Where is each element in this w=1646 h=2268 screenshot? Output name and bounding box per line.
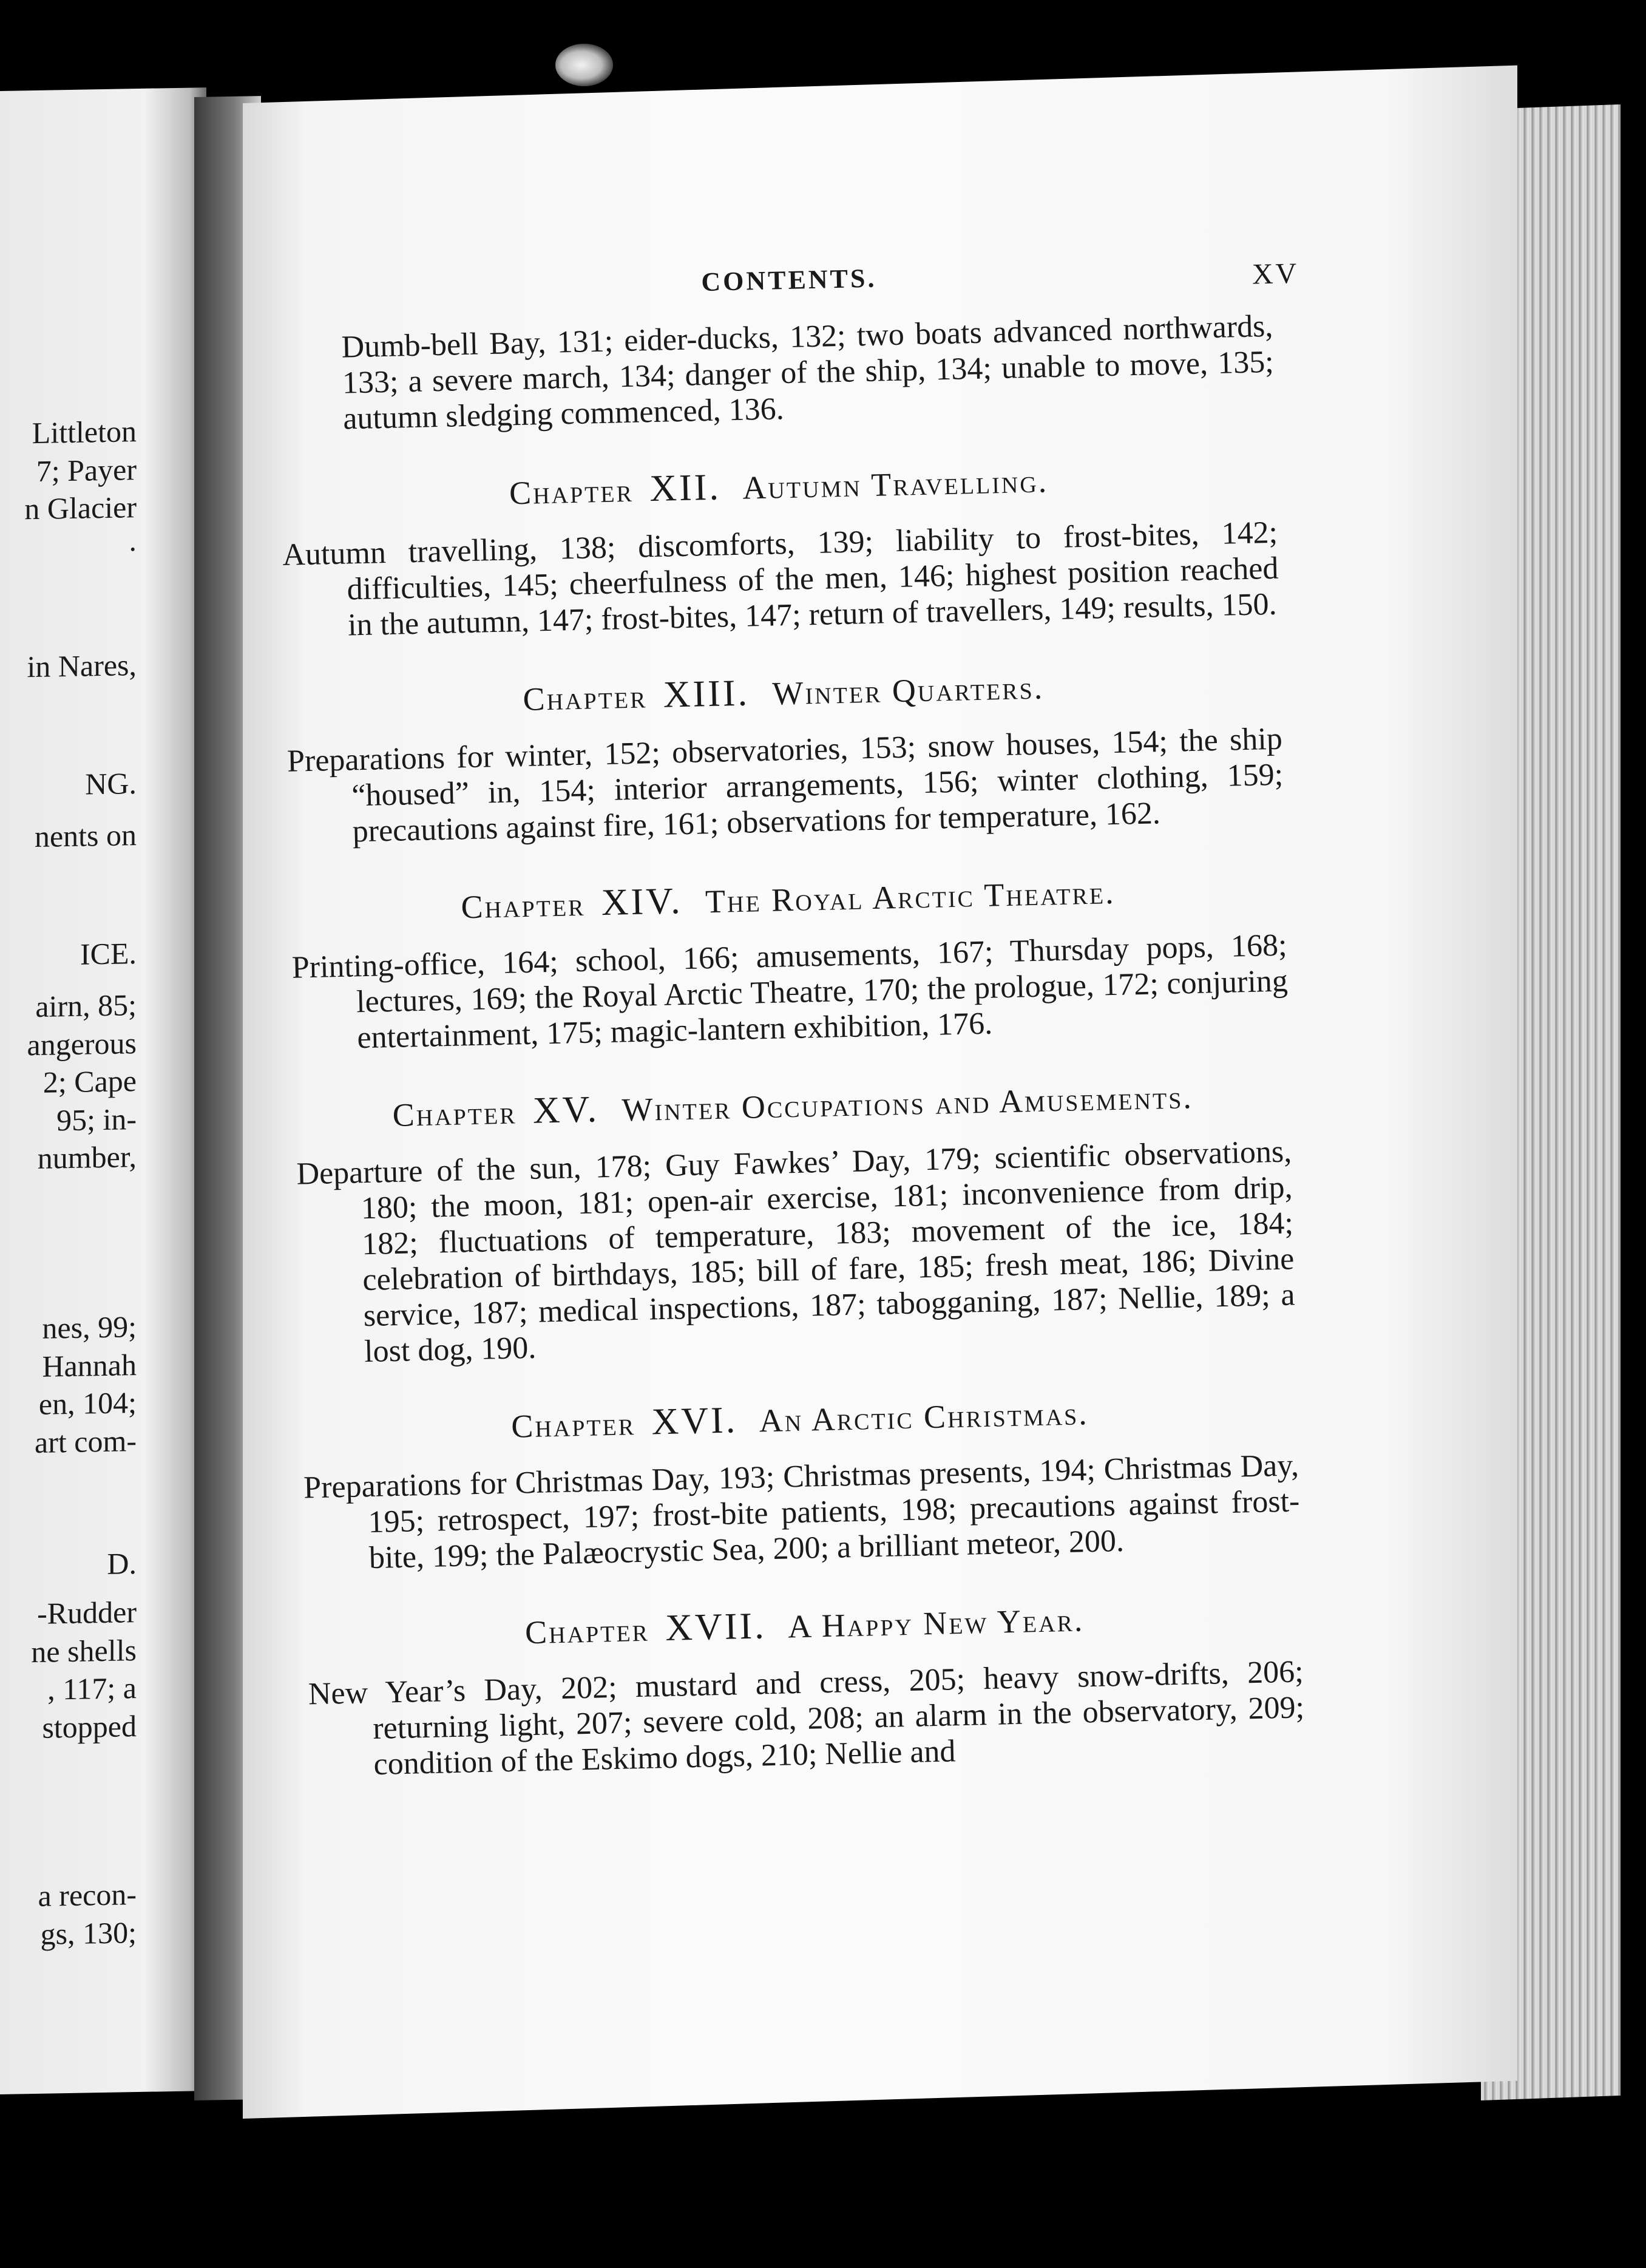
contents-page bbox=[276, 254, 1306, 1784]
chapter-heading bbox=[295, 1072, 1291, 1138]
chapter-heading bbox=[280, 453, 1276, 519]
left-page-line: in Nares, bbox=[27, 648, 137, 684]
left-page-line: D. bbox=[107, 1546, 137, 1581]
left-page-line: stopped bbox=[42, 1709, 137, 1745]
left-page-line: 7; Payer bbox=[36, 452, 137, 488]
left-page bbox=[0, 87, 206, 2094]
chapter-number: XVI. bbox=[651, 1399, 738, 1443]
left-page-line: en, 104; bbox=[38, 1385, 137, 1421]
left-page-line: -Rudder bbox=[37, 1595, 137, 1631]
left-page-line: number, bbox=[37, 1139, 137, 1175]
chapter-heading bbox=[302, 1386, 1298, 1451]
chapter-heading bbox=[307, 1592, 1302, 1658]
chapter-summary: Preparations for Christmas Day, 193; Christmas presents, 194; Christmas Day, 195; retrospect, 197; frost-bite patients, 198; precautions against frost-bite, 199; the Palæocrystic Sea, 200; a brilliant meteor, 200. bbox=[303, 1448, 1300, 1576]
chapter-title: A Happy New Year. bbox=[787, 1601, 1085, 1645]
chapter-summary: New Year’s Day, 202; mustard and cress, 205; heavy snow-drifts, 206; returning light, 207; severe cold, 208; an alarm in the observatory, 209; condition of the Eskimo dogs, 210; Nellie and bbox=[308, 1654, 1305, 1782]
left-page-line: airn, 85; bbox=[35, 988, 137, 1024]
chapter-title: Winter Occupations and Amusements. bbox=[621, 1079, 1194, 1129]
chapter-number: XV. bbox=[532, 1088, 600, 1132]
chapter-number: XII. bbox=[649, 466, 722, 510]
left-page-line: art com- bbox=[35, 1424, 137, 1460]
left-page-line: ICE. bbox=[80, 936, 137, 971]
chapter-summary: Departure of the sun, 178; Guy Fawkes’ Day, 179; scientific observations, 180; the moon, 181; open-air exercise, 181; inconvenience from drip, 182; fluctuations of temperature, 183; movement of the ice, 184; celebration of birthdays, 185; bill of fare, 185; fresh meat, 186; Divine service, 187; medical inspections, 187; tabogganing, 187; Nellie, 189; a lost dog, 190. bbox=[296, 1134, 1296, 1370]
chapter-number: XVII. bbox=[665, 1605, 767, 1649]
chapter-title: Autumn Travelling. bbox=[742, 463, 1049, 506]
chapter-word: Chapter bbox=[460, 886, 586, 926]
left-page-line: NG. bbox=[85, 766, 137, 801]
left-page-line: angerous bbox=[27, 1026, 137, 1062]
left-page-line: gs, 130; bbox=[40, 1915, 137, 1951]
chapter-word: Chapter bbox=[509, 472, 634, 512]
left-page-line: . bbox=[129, 523, 137, 558]
chapter-word: Chapter bbox=[510, 1405, 636, 1445]
left-page-line: n Glacier bbox=[24, 490, 137, 526]
chapter-number: XIV. bbox=[601, 880, 683, 924]
chapter-word: Chapter bbox=[392, 1094, 518, 1133]
chapter-summary: Preparations for winter, 152; observatories, 153; snow houses, 154; the ship “housed” in, 154; interior arrangements, 156; winter clothing, 159; precautions against fire, 161; observations for temperature, 162. bbox=[286, 721, 1284, 849]
paper-stain bbox=[555, 44, 613, 86]
left-page-line: Hannah bbox=[42, 1348, 137, 1384]
chapter-word: Chapter bbox=[522, 678, 648, 718]
chapter-summary: Autumn travelling, 138; discomforts, 139; liability to frost-bites, 142; difficulties, 145; cheerfulness of the men, 146; highest position reached in the autumn, 147; frost-bites, 147; return of travellers, 149; results, 150. bbox=[282, 515, 1279, 643]
chapter-title: Winter Quarters. bbox=[771, 669, 1045, 712]
left-page-line: 95; in- bbox=[56, 1102, 137, 1138]
left-page-line: nents on bbox=[34, 818, 137, 854]
left-page-line: a recon- bbox=[38, 1877, 137, 1913]
chapter-summary: Printing-office, 164; school, 166; amusements, 167; Thursday pops, 168; lectures, 169; the Royal Arctic Theatre, 170; the prologue, 172; conjuring entertainment, 175; magic-lantern exhibition, 176. bbox=[291, 928, 1289, 1056]
running-title: CONTENTS. bbox=[700, 263, 877, 297]
left-page-line: Littleton bbox=[32, 414, 137, 450]
left-page-line: ne shells bbox=[31, 1633, 137, 1669]
page-number: XV bbox=[1251, 257, 1299, 291]
chapter-heading bbox=[290, 866, 1286, 932]
left-page-line: nes, 99; bbox=[42, 1309, 137, 1345]
chapter-word: Chapter bbox=[524, 1611, 650, 1651]
left-page-line: 2; Cape bbox=[42, 1064, 137, 1099]
chapter-number: XIII. bbox=[662, 672, 750, 716]
chapter-summary: Dumb-bell Bay, 131; eider-ducks, 132; two boats advanced northwards, 133; a severe march, 134; danger of the ship, 134; unable to move, 135; autumn sledging commenced, 136. bbox=[341, 308, 1275, 436]
chapter-title: An Arctic Christmas. bbox=[759, 1395, 1089, 1439]
chapter-heading bbox=[285, 660, 1281, 725]
chapter-title: The Royal Arctic Theatre. bbox=[705, 874, 1116, 920]
left-page-line: , 117; a bbox=[47, 1671, 137, 1706]
